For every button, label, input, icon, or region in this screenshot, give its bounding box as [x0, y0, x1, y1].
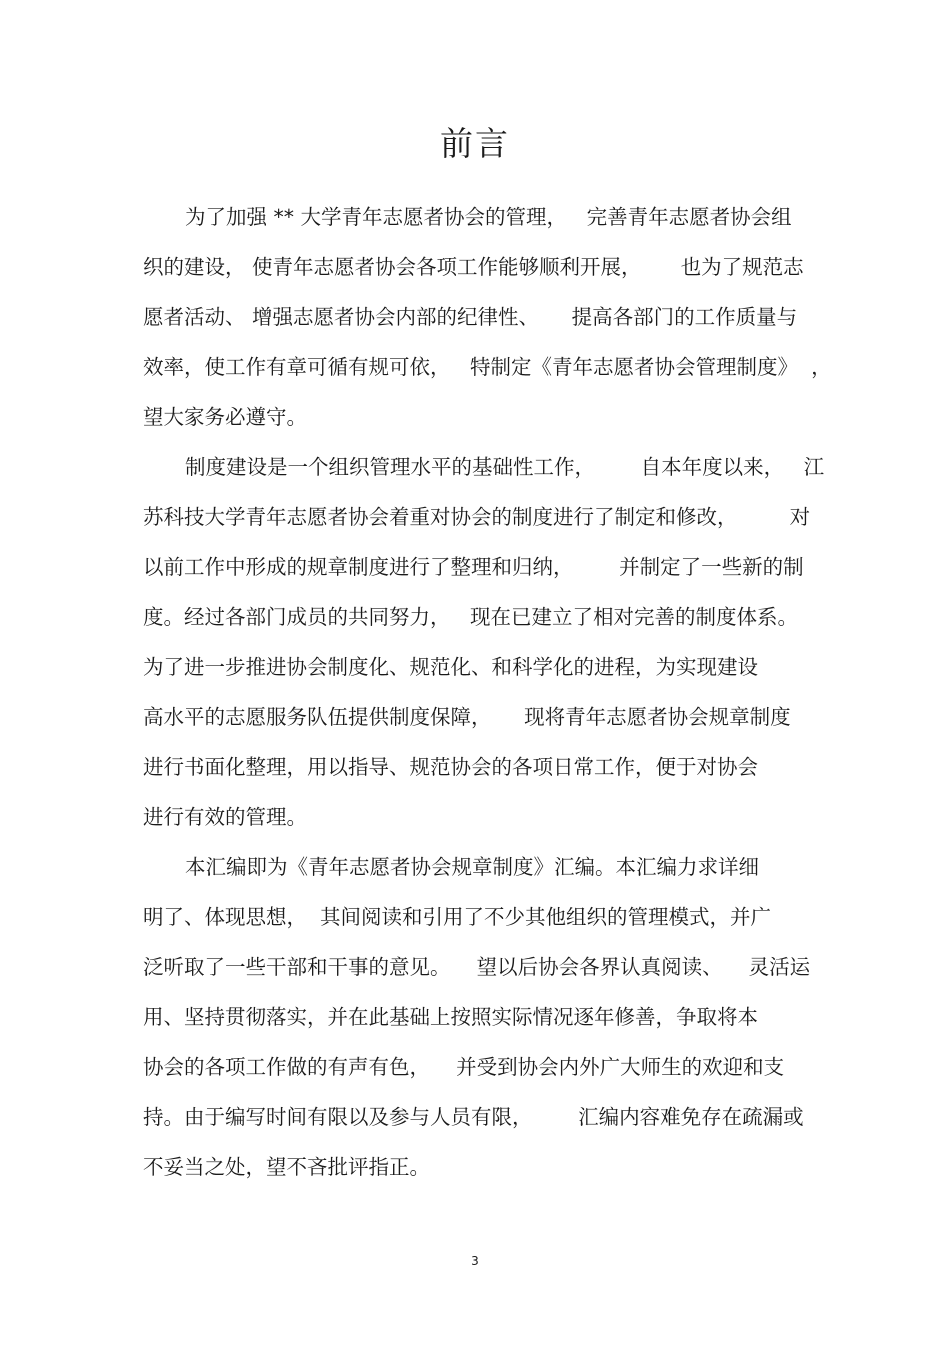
- text-line: 效率，使工作有章可循有规可依， 特制定《青年志愿者协会管理制度》 ，: [143, 355, 832, 379]
- paragraph-1: [143, 192, 832, 442]
- page-number: 3: [471, 1254, 479, 1268]
- text-line: 为了进一步推进协会制度化、规范化、和科学化的进程，为实现建设: [143, 655, 758, 679]
- document-body: [143, 192, 832, 1192]
- paragraph-3: [143, 842, 815, 1192]
- text-line: 织的建设， 使青年志愿者协会各项工作能够顺利开展， 也为了规范志: [143, 255, 804, 279]
- text-line: 制度建设是一个组织管理水平的基础性工作， 自本年度以来， 江: [185, 455, 825, 479]
- text-line: 本汇编即为《青年志愿者协会规章制度》汇编。本汇编力求详细: [185, 855, 759, 879]
- text-line: 苏科技大学青年志愿者协会着重对协会的制度进行了制定和修改， 对: [143, 505, 811, 529]
- text-line: 泛听取了一些干部和干事的意见。 望以后协会各界认真阅读、 灵活运: [143, 955, 811, 979]
- text-line: 高水平的志愿服务队伍提供制度保障， 现将青年志愿者协会规章制度: [143, 705, 791, 729]
- text-line: 明了、体现思想， 其间阅读和引用了不少其他组织的管理模式，并广: [143, 905, 772, 929]
- text-line: 以前工作中形成的规章制度进行了整理和归纳， 并制定了一些新的制: [143, 555, 804, 579]
- text-line: 望大家务必遵守。: [143, 405, 307, 429]
- text-line: 度。经过各部门成员的共同努力， 现在已建立了相对完善的制度体系。: [143, 605, 799, 629]
- paragraph-2: [143, 442, 825, 842]
- text-line: 协会的各项工作做的有声有色， 并受到协会内外广大师生的欢迎和支: [143, 1055, 785, 1079]
- text-line: 用、坚持贯彻落实，并在此基础上按照实际情况逐年修善，争取将本: [143, 1005, 758, 1029]
- page-title: 前言: [440, 124, 510, 163]
- text-line: 不妥当之处，望不吝批评指正。: [143, 1155, 430, 1179]
- text-line: 进行书面化整理，用以指导、规范协会的各项日常工作，便于对协会: [143, 755, 758, 779]
- text-line: 进行有效的管理。: [143, 805, 307, 829]
- text-line: 愿者活动、 增强志愿者协会内部的纪律性、 提高各部门的工作质量与: [143, 305, 798, 329]
- text-line: 为了加强 ** 大学青年志愿者协会的管理， 完善青年志愿者协会组: [185, 205, 792, 229]
- text-line: 持。由于编写时间有限以及参与人员有限， 汇编内容难免存在疏漏或: [143, 1105, 804, 1129]
